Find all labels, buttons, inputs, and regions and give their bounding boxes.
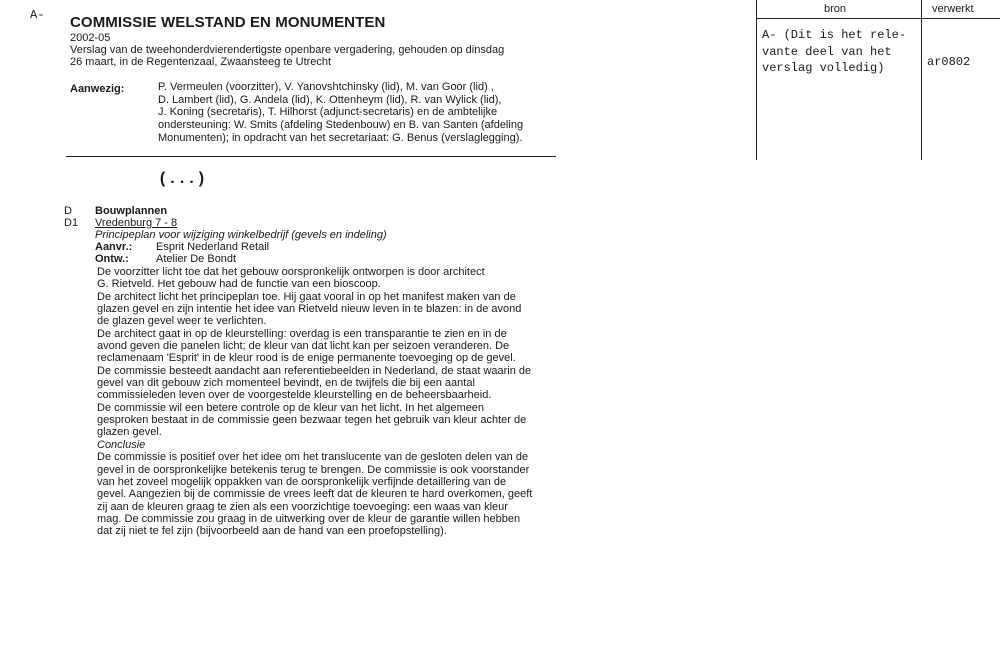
present-line: ondersteuning: W. Smits (afdeling Stedenbouw) en B. van Santen (afdeling [158, 119, 524, 132]
present-line: D. Lambert (lid), G. Andela (lid), K. Ottenheym (lid), R. van Wylick (lid), [158, 93, 502, 106]
body-line: glazen gevel en zijn intentie het idee van Rietveld nieuw leven in te blazen: in de avond [97, 303, 522, 316]
table-border-middle [921, 0, 922, 160]
omission-ellipsis: (...) [158, 170, 207, 188]
present-line: P. Vermeulen (voorzitter), V. Yanovshtchinsky (lid), M. van Goor (lid) , [158, 81, 494, 93]
applicant-value: Esprit Nederland Retail [156, 241, 270, 253]
conclusion-line: mag. De commissie zou graag in de uitwerking over de kleur de garantie willen hebben [97, 512, 521, 525]
bron-line: vante deel van het [762, 44, 892, 59]
conclusion-line: van het zoveel mogelijk oppakken van de oorspronkelijk verfijnde detaillering van de [97, 475, 507, 488]
subtitle-line: Verslag van de tweehonderdvierendertigste openbare vergadering, gehouden op dinsdag [70, 44, 505, 56]
conclusion-line: gevel. Aangezien bij de commissie de vrees leeft dat de kleuren te hard overkomen, geeft [97, 488, 533, 501]
table-header-verwerkt: verwerkt [932, 3, 974, 15]
body-line: De commissie wil een betere controle op de kleur van het licht. In het algemeen [97, 401, 485, 414]
body-line: De architect gaat in op de kleurstelling: overdag is een transparantie te zien en in de [97, 327, 507, 340]
page-marker: A- [30, 8, 45, 22]
conclusion-line: dat zij niet te fel zijn (bijvoorbeeld aan de hand van een proefopstelling). [97, 525, 447, 538]
header-divider [66, 156, 556, 157]
bron-line: verslag volledig) [762, 61, 885, 75]
applicant-label: Aanvr.: [95, 241, 133, 253]
body-line: avond geven die panelen licht; de kleur van dat licht kan per seizoen veranderen. De [97, 340, 510, 353]
section-letter: D [64, 205, 72, 217]
conclusion-line: gevel in de oorspronkelijke betekenis terug te brengen. De commissie is ook voorstander [97, 463, 530, 476]
body-line: commissieleden leven over de voorgestelde kleurstelling en de beheersbaarheid. [97, 389, 492, 402]
body-line: De voorzitter licht toe dat het gebouw oorspronkelijk ontworpen is door architect [97, 266, 485, 278]
item-number: D1 [64, 217, 79, 229]
body-line: gesproken bestaat in de commissie geen bezwaar tegen het gebruik van kleur achter de [97, 414, 527, 427]
section-title: Bouwplannen [95, 205, 168, 217]
document-title: COMMISSIE WELSTAND EN MONUMENTEN [70, 14, 386, 31]
body-line: de glazen gevel weer te verlichten. [97, 315, 267, 328]
bron-cell [762, 27, 906, 77]
table-header-divider [756, 18, 1000, 19]
item-subtitle: Principeplan voor wijziging winkelbedrijf (gevels en indeling) [95, 229, 387, 241]
bron-line: A- (Dit is het rele- [762, 28, 907, 42]
body-line: De commissie besteedt aandacht aan referentiebeelden in Nederland, de staat waarin de [97, 364, 532, 377]
body-line: gevel van dit gebouw zich momenteel bevindt, en de twijfels die bij een aantal [97, 377, 475, 390]
designer-label: Ontw.: [95, 253, 129, 265]
document-code: 2002-05 [70, 32, 111, 44]
item-body [97, 266, 532, 538]
conclusion-line: De commissie is positief over het idee om het translucente van de gesloten delen van de [97, 451, 529, 464]
present-label: Aanwezig: [70, 83, 125, 95]
present-list [158, 81, 523, 145]
present-line: Monumenten); in opdracht van het secretariaat: G. Benus (verslaglegging). [158, 131, 523, 144]
present-line: J. Koning (secretaris), T. Hilhorst (adjunct-secretaris) en de ambtelijke [158, 106, 498, 119]
conclusion-line: zij aan de kleuren graag te zien als een voorzichtige toevoeging: een waas van kleur [97, 500, 508, 513]
subtitle-line: 26 maart, in de Regentenzaal, Zwaansteeg te Utrecht [70, 56, 332, 68]
item-title: Vredenburg 7 - 8 [95, 217, 178, 229]
body-line: De architect licht het principeplan toe. Hij gaat vooral in op het manifest maken van de [97, 290, 516, 303]
designer-value: Atelier De Bondt [156, 253, 237, 265]
table-border-left [756, 0, 757, 160]
body-line: G. Rietveld. Het gebouw had de functie van een bioscoop. [97, 278, 381, 291]
conclusion-label: Conclusie [97, 438, 146, 451]
table-header-bron: bron [824, 3, 847, 15]
verwerkt-cell: ar0802 [927, 55, 971, 69]
body-line: reclamenaam 'Esprit' in de kleur rood is de enige permanente toevoeging op de gevel. [97, 352, 516, 365]
body-line: glazen gevel. [97, 426, 162, 439]
